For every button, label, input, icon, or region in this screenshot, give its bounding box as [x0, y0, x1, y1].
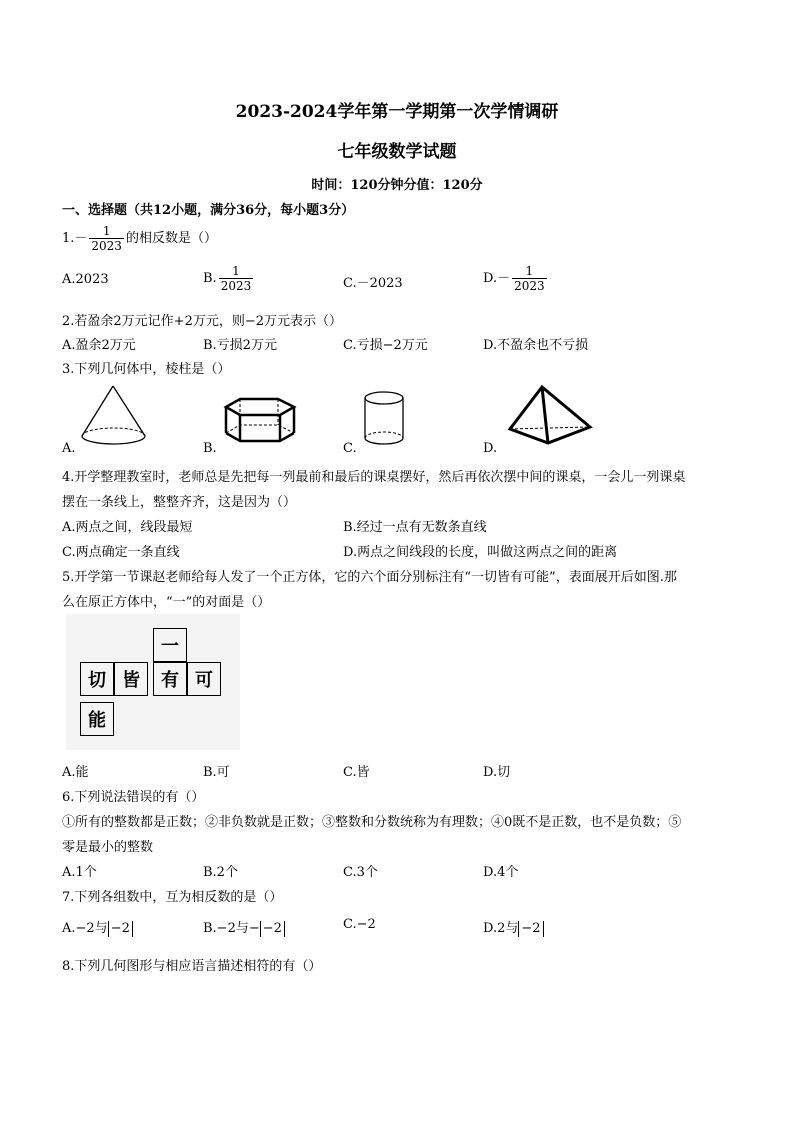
- q1-option-b[interactable]: B. $\frac{1}{2023}$: [203, 264, 252, 293]
- question-2-stem: 2.若盈余2万元记作+2万元，则−2万元表示（）: [62, 314, 343, 329]
- q2-option-c[interactable]: C.亏损−2万元: [343, 338, 428, 353]
- net-cell: 有: [153, 662, 187, 696]
- cone-figure: [75, 382, 155, 450]
- question-4-stem-line2: 摆在一条线上，整整齐齐，这是因为（）: [62, 495, 297, 510]
- q3-option-a[interactable]: A.: [62, 441, 76, 456]
- q2-option-a[interactable]: A.盈余2万元: [62, 338, 136, 353]
- q3-option-d[interactable]: D.: [483, 441, 498, 456]
- question-3-stem: 3.下列几何体中，棱柱是（）: [62, 362, 231, 377]
- q6-option-d[interactable]: D.4个: [483, 865, 519, 880]
- fraction: $\frac{1}{2023}$: [91, 224, 122, 253]
- time-info: 时间：120分钟分值：120分: [311, 178, 483, 193]
- net-cell: 切: [80, 662, 114, 696]
- net-cell-top: 一: [153, 628, 187, 662]
- q5-option-a[interactable]: A.能: [62, 765, 89, 780]
- exam-title: 2023-2024学年第一学期第一次学情调研: [235, 102, 559, 122]
- question-8-stem: 8.下列几何图形与相应语言描述相符的有（）: [62, 959, 322, 974]
- section-heading: 一、选择题（共12小题，满分36分，每小题3分）: [62, 203, 355, 218]
- q5-option-b[interactable]: B.可: [203, 765, 230, 780]
- question-1-stem: 1.－ $\frac{1}{2023}$ 的相反数是（）: [62, 224, 217, 253]
- question-5-stem-line1: 5.开学第一节课赵老师给每人发了一个正方体，它的六个面分别标注有“一切皆有可能”，表面展开后如图.那: [62, 570, 677, 585]
- net-cell-bottom: 能: [80, 702, 114, 736]
- q1-option-d[interactable]: D.－ $\frac{1}{2023}$: [483, 264, 545, 293]
- q5-option-d[interactable]: D.切: [483, 765, 511, 780]
- cylinder-figure: [360, 388, 410, 450]
- q3-option-b[interactable]: B.: [203, 441, 217, 456]
- q5-option-c[interactable]: C.皆: [343, 765, 370, 780]
- q3-option-c[interactable]: C.: [343, 441, 357, 456]
- q7-option-d[interactable]: D.2与 −2: [483, 917, 544, 937]
- pyramid-figure: [498, 383, 598, 449]
- hexagonal-prism-figure: [218, 395, 303, 450]
- q4-option-b[interactable]: B.经过一点有无数条直线: [343, 520, 487, 535]
- q4-option-d[interactable]: D.两点之间线段的长度，叫做这两点之间的距离: [343, 545, 618, 560]
- q4-option-a[interactable]: A.两点之间，线段最短: [62, 520, 193, 535]
- cube-net-figure: [66, 614, 240, 750]
- question-6-statements-line2: 零是最小的整数: [62, 840, 154, 855]
- question-5-stem-line2: 么在原正方体中，“一”的对面是（）: [62, 595, 271, 610]
- question-7-stem: 7.下列各组数中，互为相反数的是（）: [62, 890, 283, 905]
- q1-option-a[interactable]: A.2023: [62, 272, 109, 287]
- net-cell: 皆: [114, 662, 148, 696]
- q7-option-b[interactable]: B.−2与− −2: [203, 917, 285, 937]
- exam-subtitle: 七年级数学试题: [337, 142, 457, 162]
- question-6-statements-line1: ①所有的整数都是正数；②非负数就是正数；③整数和分数统称为有理数；④0既不是正数，也不是负数；⑤: [62, 815, 682, 830]
- q1-option-c[interactable]: C.－2023: [343, 276, 403, 291]
- q6-option-b[interactable]: B.2个: [203, 865, 238, 880]
- q6-option-c[interactable]: C.3个: [343, 865, 378, 880]
- q6-option-a[interactable]: A.1个: [62, 865, 97, 880]
- q2-option-d[interactable]: D.不盈余也不亏损: [483, 338, 589, 353]
- question-6-stem: 6.下列说法错误的有（）: [62, 790, 205, 805]
- q7-option-c[interactable]: C.−2: [343, 917, 376, 932]
- q4-option-c[interactable]: C.两点确定一条直线: [62, 545, 180, 560]
- net-cell: 可: [187, 662, 221, 696]
- q2-option-b[interactable]: B.亏损2万元: [203, 338, 277, 353]
- q7-option-a[interactable]: A.−2与 −2: [62, 917, 133, 937]
- question-4-stem-line1: 4.开学整理教室时，老师总是先把每一列最前和最后的课桌摆好，然后再依次摆中间的课桌，一会儿一列课桌: [62, 470, 686, 485]
